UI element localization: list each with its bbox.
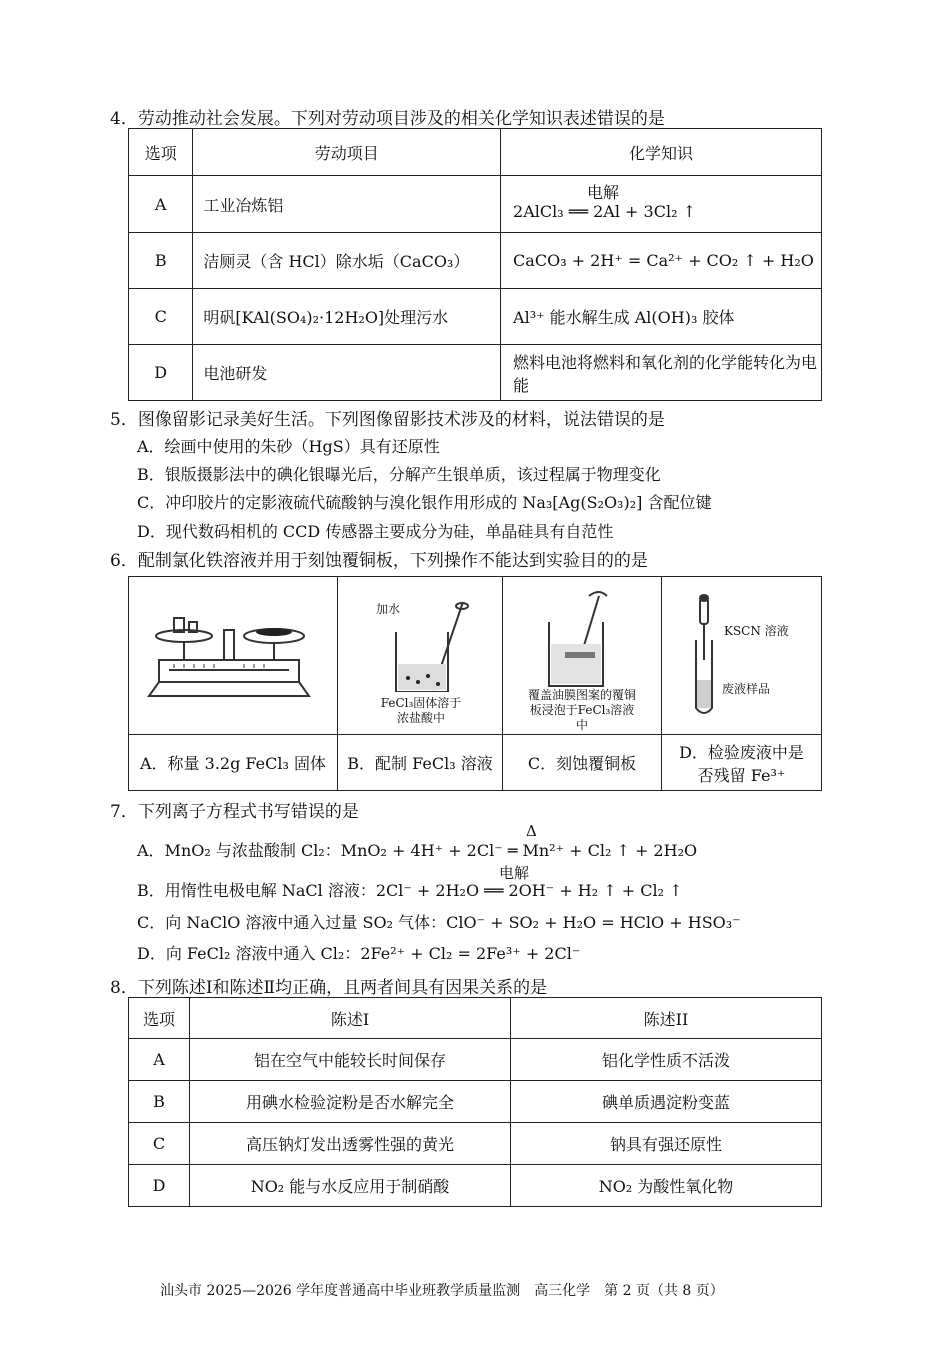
q8-stem: 8．下列陈述Ⅰ和陈述Ⅱ均正确，且两者间具有因果关系的是	[110, 978, 548, 998]
q5-stem: 5．图像留影记录美好生活。下列图像留影技术涉及的材料，说法错误的是	[110, 410, 665, 430]
q8-row-key: A	[129, 1039, 190, 1081]
q6-option-a: A．称量 3.2g FeCl₃ 固体	[129, 735, 338, 791]
q4-row-key: C	[129, 289, 193, 345]
table-row	[129, 1039, 822, 1081]
q5-option-d: D．现代数码相机的 CCD 传感器主要成分为硅，单晶硅具有自范性	[137, 522, 614, 541]
q6-option-c: C．刻蚀覆铜板	[503, 735, 662, 791]
q8-row-s1: 铝在空气中能较长时间保存	[190, 1039, 511, 1081]
q7-option-b	[137, 864, 683, 901]
q8-row-s2: 铝化学性质不活泼	[511, 1039, 822, 1081]
q4-table	[128, 128, 822, 401]
q4-row-key: D	[129, 345, 193, 401]
q4-stem: 4．劳动推动社会发展。下列对劳动项目涉及的相关化学知识表述错误的是	[110, 109, 665, 129]
copper-plate-etching-icon	[503, 582, 659, 692]
q7-option-a-condition: Δ	[526, 822, 537, 840]
q6-option-b: B．配制 FeCl₃ 溶液	[338, 735, 503, 791]
table-row	[129, 1165, 822, 1207]
table-row	[129, 1123, 822, 1165]
q8-row-s1: 用碘水检验淀粉是否水解完全	[190, 1081, 511, 1123]
test-tube-dropper-icon	[672, 580, 752, 730]
q5-option-b: B．银版摄影法中的碘化银曝光后，分解产生银单质，该过程属于物理变化	[137, 465, 661, 484]
q8-row-s1: NO₂ 能与水反应用于制硝酸	[190, 1165, 511, 1207]
q6-fig-b-top-label: 加水	[376, 602, 401, 616]
q7-option-b-text: B．用惰性电极电解 NaCl 溶液：2Cl⁻ + 2H₂O ══ 2OH⁻ + H₂ ↑ + Cl₂ ↑	[137, 881, 683, 900]
q4-row-project: 工业冶炼铝	[193, 176, 501, 233]
table-row	[129, 176, 822, 233]
q6-fig-b	[338, 577, 503, 735]
q4-row-condition: 电解	[587, 183, 620, 202]
q4-header-project: 劳动项目	[193, 129, 501, 176]
q8-table	[128, 997, 822, 1207]
q7-option-c: C．向 NaClO 溶液中通入过量 SO₂ 气体：ClO⁻ + SO₂ + H₂O = HClO + HSO₃⁻	[137, 913, 741, 932]
q7-option-b-condition: 电解	[499, 864, 530, 882]
q6-fig-a	[129, 577, 338, 735]
q4-row-project: 电池研发	[193, 345, 501, 401]
table-row	[129, 289, 822, 345]
q4-row-knowledge: Al³⁺ 能水解生成 Al(OH)₃ 胶体	[501, 289, 822, 345]
q4-row-knowledge: 燃料电池将燃料和氧化剂的化学能转化为电能	[501, 345, 822, 401]
q6-stem: 6．配制氯化铁溶液并用于刻蚀覆铜板，下列操作不能达到实验目的的是	[110, 551, 648, 571]
q4-row-key: B	[129, 233, 193, 289]
q4-row-key: A	[129, 176, 193, 233]
balance-icon	[129, 578, 335, 728]
q8-header-key: 选项	[129, 998, 190, 1039]
q8-header-s2: 陈述II	[511, 998, 822, 1039]
beaker-stirring-icon	[338, 582, 500, 692]
q6-fig-d	[662, 577, 822, 735]
q8-row-key: C	[129, 1123, 190, 1165]
q4-row-project: 明矾[KAl(SO₄)₂·12H₂O]处理污水	[193, 289, 501, 345]
page-footer: 汕头市 2025—2026 学年度普通高中毕业班教学质量监测 高三化学 第 2 页（共 8 页）	[160, 1283, 724, 1299]
q7-stem: 7．下列离子方程式书写错误的是	[110, 802, 359, 822]
q6-fig-c-bottom-label: 覆盖油膜图案的覆铜板浸泡于FeCl₃溶液中	[527, 688, 636, 732]
q6-figure-table	[128, 576, 822, 791]
table-row	[129, 345, 822, 401]
q8-row-s2: NO₂ 为酸性氧化物	[511, 1165, 822, 1207]
q4-header-knowledge: 化学知识	[501, 129, 822, 176]
q4-row-knowledge: 2AlCl₃ ══ 2Al + 3Cl₂ ↑	[513, 201, 696, 221]
q8-header-s1: 陈述I	[190, 998, 511, 1039]
q7-option-a	[137, 822, 698, 861]
q8-row-key: B	[129, 1081, 190, 1123]
q6-fig-d-sample-label: 废液样品	[722, 682, 771, 696]
q5-option-a: A．绘画中使用的朱砂（HgS）具有还原性	[137, 437, 440, 456]
q8-row-s1: 高压钠灯发出透雾性强的黄光	[190, 1123, 511, 1165]
q4-header-key: 选项	[129, 129, 193, 176]
table-row	[129, 1081, 822, 1123]
q6-fig-d-reagent-label: KSCN 溶液	[724, 624, 789, 638]
q5-option-c: C．冲印胶片的定影液硫代硫酸钠与溴化银作用形成的 Na₃[Ag(S₂O₃)₂] 含配位键	[137, 493, 712, 512]
q6-fig-b-bottom-label: FeCl₃固体溶于浓盐酸中	[380, 696, 462, 725]
q4-row-knowledge: CaCO₃ + 2H⁺ = Ca²⁺ + CO₂ ↑ + H₂O	[501, 233, 822, 289]
q8-row-s2: 碘单质遇淀粉变蓝	[511, 1081, 822, 1123]
q7-option-a-text: A．MnO₂ 与浓盐酸制 Cl₂：MnO₂ + 4H⁺ + 2Cl⁻ ═ Mn²⁺ + Cl₂ ↑ + 2H₂O	[137, 841, 698, 860]
q4-row-project: 洁厕灵（含 HCl）除水垢（CaCO₃）	[193, 233, 501, 289]
q7-option-d: D．向 FeCl₂ 溶液中通入 Cl₂：2Fe²⁺ + Cl₂ = 2Fe³⁺ + 2Cl⁻	[137, 944, 581, 963]
table-row	[129, 233, 822, 289]
q8-row-key: D	[129, 1165, 190, 1207]
q6-option-d: D．检验废液中是否残留 Fe³⁺	[662, 735, 822, 791]
q6-fig-c	[503, 577, 662, 735]
q8-row-s2: 钠具有强还原性	[511, 1123, 822, 1165]
